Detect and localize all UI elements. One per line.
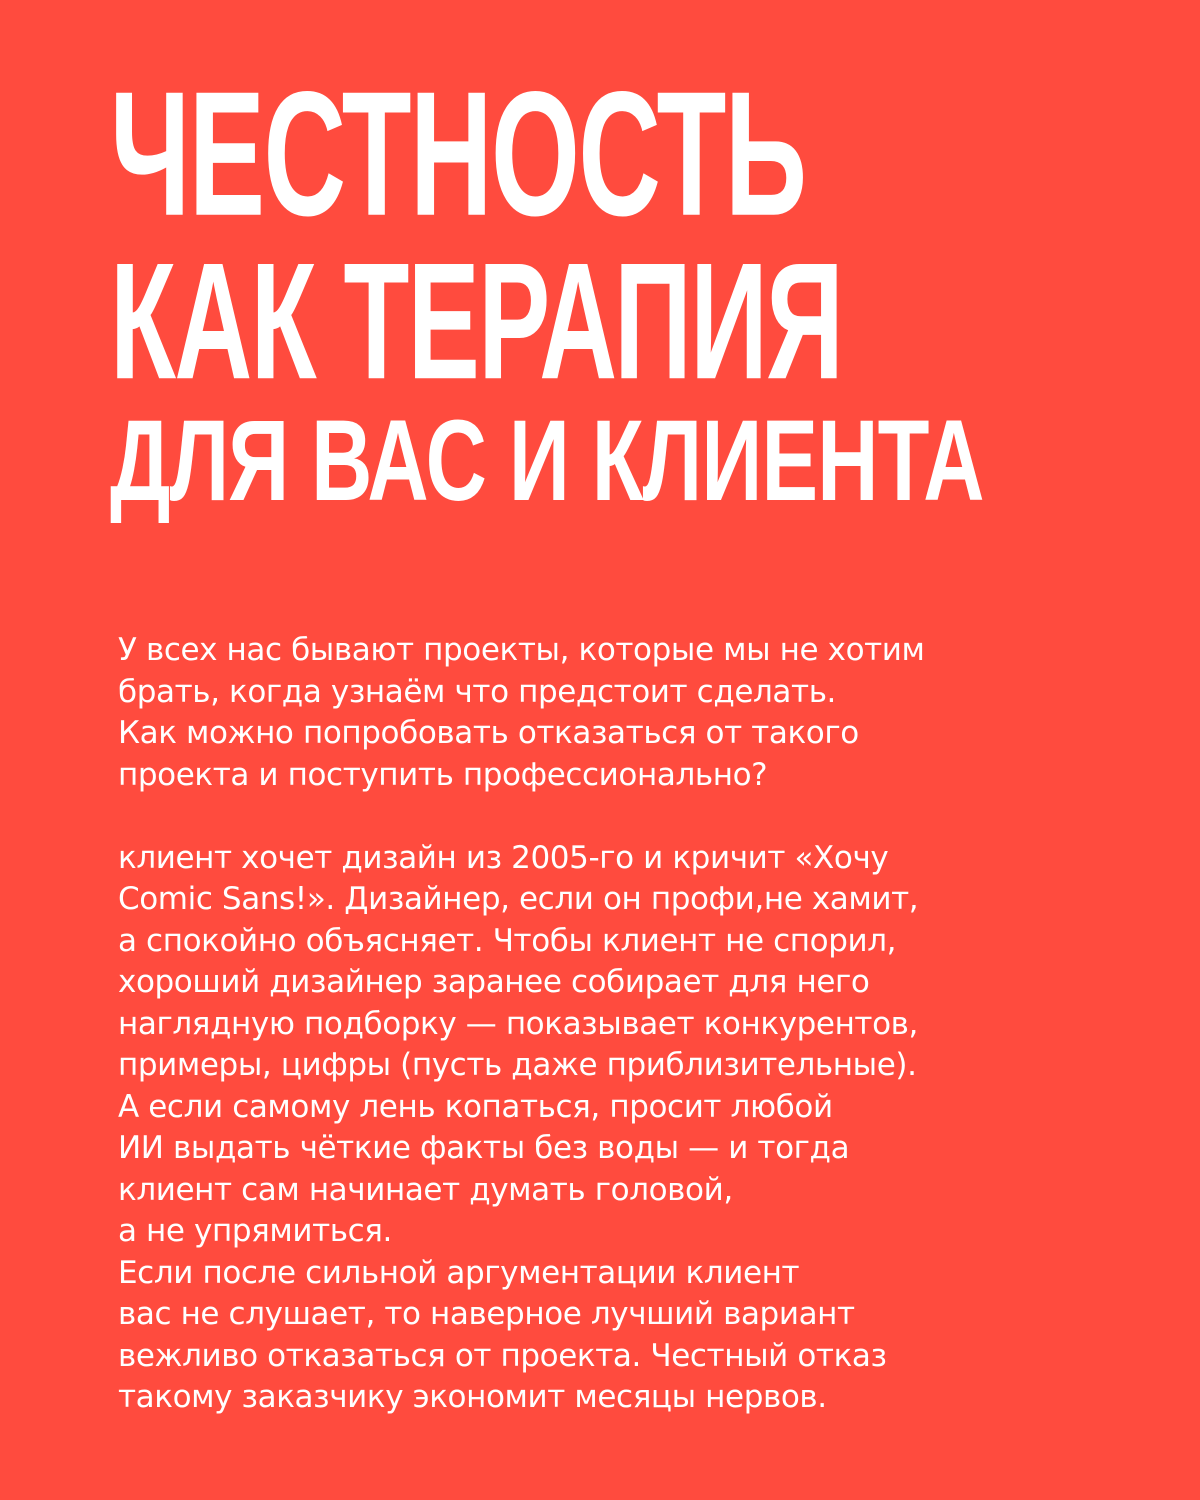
main-line: а не упрямиться. [118, 1213, 392, 1249]
main-line: вас не слушает, то наверное лучший вариант [118, 1296, 855, 1332]
main-line: а спокойно объясняет. Чтобы клиент не спорил, [118, 922, 897, 959]
main-line: такому заказчику экономит месяцы нервов. [118, 1379, 827, 1415]
intro-paragraph [118, 630, 1088, 796]
intro-line: Как можно попробовать отказаться от такого [118, 715, 859, 751]
main-line: клиент сам начинает думать головой, [118, 1171, 733, 1208]
main-line: Comic Sans!». Дизайнер, если он профи,не хамит, [118, 881, 919, 917]
main-line: хороший дизайнер заранее собирает для него [118, 964, 870, 1000]
intro-line: У всех нас бывают проекты, которые мы не хотим [118, 632, 925, 668]
main-line: примеры, цифры (пусть даже приблизительные). [118, 1047, 917, 1083]
headline-line-2: КАК ТЕРАПИЯ [110, 228, 843, 414]
headline-line-3: ДЛЯ ВАС И КЛИЕНТА [110, 397, 984, 525]
main-line: клиент хочет дизайн из 2005-го и кричит «Хочу [118, 839, 889, 876]
intro-line: брать, когда узнаём что предстоит сделать. [118, 673, 837, 710]
main-line: вежливо отказаться от проекта. Честный отказ [118, 1337, 887, 1374]
main-line: наглядную подборку — показывает конкурентов, [118, 1005, 918, 1042]
main-paragraph [118, 838, 1088, 1419]
intro-line: проекта и поступить профессионально? [118, 756, 768, 793]
main-line: ИИ выдать чёткие факты без воды — и тогда [118, 1130, 850, 1166]
main-line: А если самому лень копаться, просит любой [118, 1088, 833, 1125]
main-line: Если после сильной аргументации клиент [118, 1254, 800, 1291]
headline [110, 56, 1090, 525]
body-text [118, 630, 1088, 1419]
headline-line-1: ЧЕСТНОСТЬ [110, 56, 806, 254]
